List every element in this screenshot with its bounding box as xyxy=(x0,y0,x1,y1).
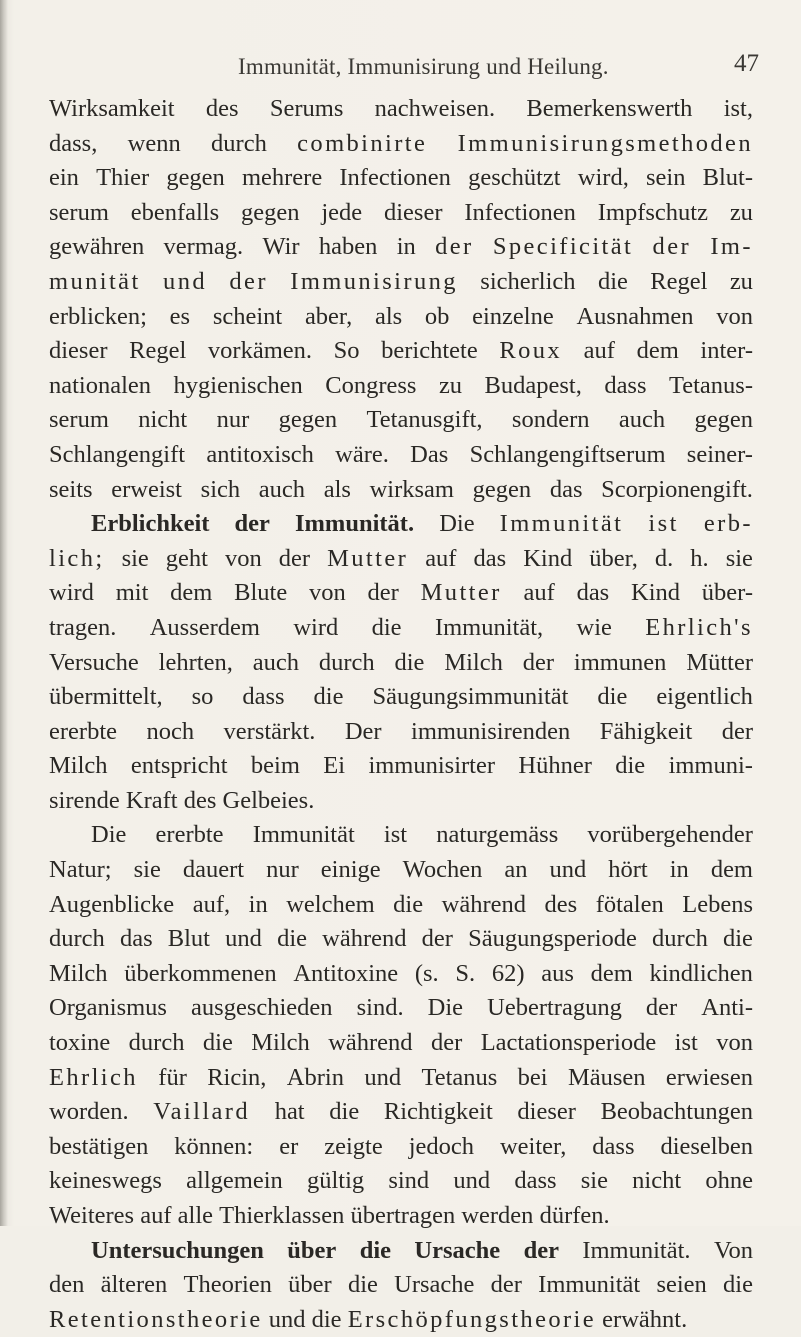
text-line: toxine durch die Milch während der Lactationsperiode ist von xyxy=(49,1029,753,1057)
text-line: Die ererbte Immunität ist naturgemäss vorübergehender xyxy=(91,821,753,849)
text-line: dieser Regel vorkämen. So berichtete Roux auf dem inter- xyxy=(49,337,753,365)
text-line: wird mit dem Blute von der Mutter auf das Kind über- xyxy=(49,579,753,607)
text-line: den älteren Theorien über die Ursache der Immunität seien die xyxy=(49,1271,753,1299)
text-line: Wirksamkeit des Serums nachweisen. Bemerkenswerth ist, xyxy=(49,95,753,122)
text-line: serum nicht nur gegen Tetanusgift, sondern auch gegen xyxy=(49,406,753,434)
text-line: Weiteres auf alle Thierklassen übertragen werden dürfen. xyxy=(49,1202,610,1229)
text-line: übermittelt, so dass die Säugungsimmunität die eigentlich xyxy=(49,683,753,711)
text-line: dass, wenn durch combinirte Immunisirungsmethoden xyxy=(49,129,753,157)
section-heading-line: Erblichkeit der Immunität. Die Immunität ist erb- xyxy=(91,510,753,538)
text-line: Schlangengift antitoxisch wäre. Das Schlangengiftserum seiner- xyxy=(49,440,753,468)
text-line: tragen. Ausserdem wird die Immunität, wie Ehrlich's xyxy=(49,613,753,641)
text-line: Natur; sie dauert nur einige Wochen an und hört in dem xyxy=(49,856,753,884)
running-title: Immunität, Immunisirung und Heilung. xyxy=(238,54,609,79)
binding-edge xyxy=(0,0,8,1226)
text-line: Milch entspricht beim Ei immunisirter Hühner die immuni- xyxy=(49,752,753,780)
text-line: sirende Kraft des Gelbeies. xyxy=(49,786,315,814)
text-line: Augenblicke auf, in welchem die während des fötalen Lebens xyxy=(49,890,753,918)
text-line: Organismus ausgeschieden sind. Die Uebertragung der Anti- xyxy=(49,994,753,1022)
text-line: gewähren vermag. Wir haben in der Specificität der Im- xyxy=(49,233,753,261)
text-line: nationalen hygienischen Congress zu Budapest, dass Tetanus- xyxy=(49,371,753,399)
page-number: 47 xyxy=(734,50,759,77)
text-line: munität und der Immunisirung sicherlich die Regel zu xyxy=(49,267,753,295)
text-line: Milch überkommenen Antitoxine (s. S. 62) aus dem kindlichen xyxy=(49,959,753,987)
body-text xyxy=(49,92,753,1337)
text-line: lich; sie geht von der Mutter auf das Kind über, d. h. sie xyxy=(49,544,753,572)
text-line: bestätigen können: er zeigte jedoch weiter, dass dieselben xyxy=(49,1132,753,1160)
text-line: seits erweist sich auch als wirksam gegen das Scorpionengift. xyxy=(49,475,753,503)
text-line: erblicken; es scheint aber, als ob einzelne Ausnahmen von xyxy=(49,302,753,330)
text-line: ererbte noch verstärkt. Der immunisirenden Fähigkeit der xyxy=(49,717,753,745)
text-line: keineswegs allgemein gültig sind und dass sie nicht ohne xyxy=(49,1167,753,1195)
text-line: worden. Vaillard hat die Richtigkeit dieser Beobachtungen xyxy=(49,1098,753,1126)
text-line: durch das Blut und die während der Säugungsperiode durch die xyxy=(49,925,753,953)
text-line: Retentionstheorie und die Erschöpfungstheorie erwähnt. xyxy=(49,1305,688,1333)
text-line: Versuche lehrten, auch durch die Milch der immunen Mütter xyxy=(49,648,753,676)
text-line: ein Thier gegen mehrere Infectionen geschützt wird, sein Blut- xyxy=(49,164,753,192)
text-line: Ehrlich für Ricin, Abrin und Tetanus bei Mäusen erwiesen xyxy=(49,1063,753,1091)
text-line: serum ebenfalls gegen jede dieser Infectionen Impfschutz zu xyxy=(49,198,753,226)
page-header xyxy=(0,50,801,84)
section-heading-line: Untersuchungen über die Ursache der Immunität. Von xyxy=(91,1236,753,1264)
